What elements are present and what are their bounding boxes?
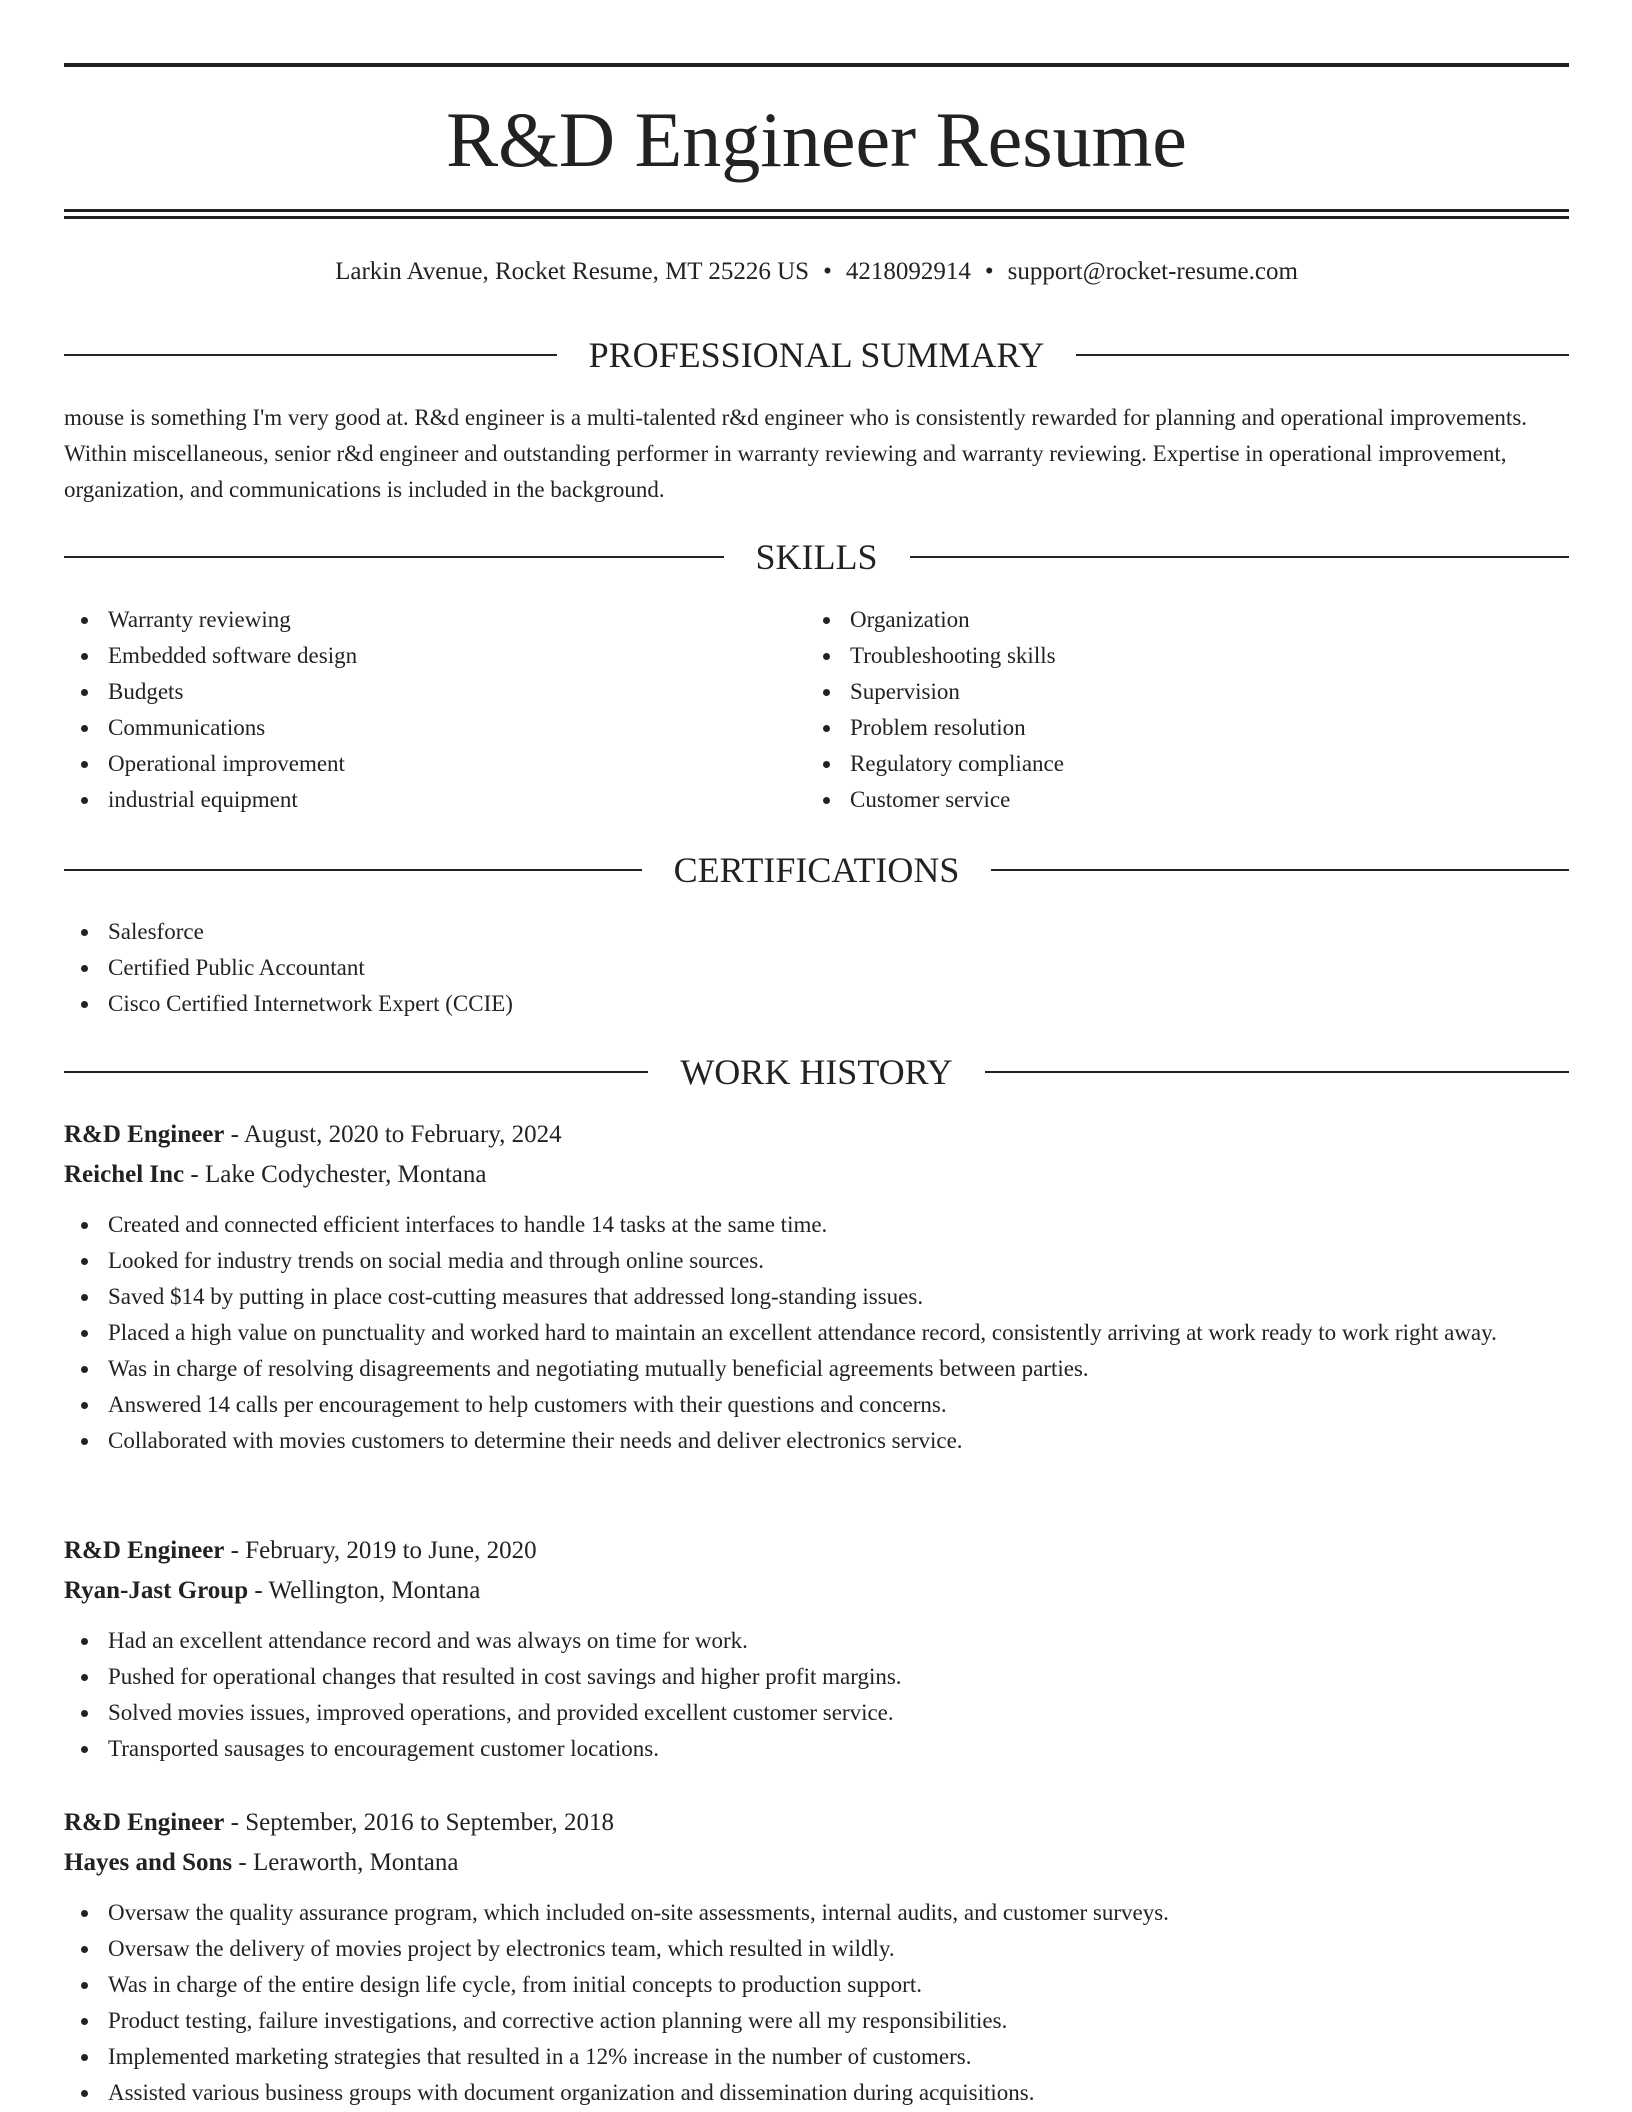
page-title: R&D Engineer Resume [446, 96, 1187, 183]
job-bullet: Product testing, failure investigations, and corrective action planning were all my responsibilities. [108, 2003, 1569, 2039]
job-dates: - February, 2019 to June, 2020 [224, 1537, 537, 1564]
job-bullet: Pushed for operational changes that resulted in cost savings and higher profit margins. [108, 1659, 1569, 1695]
job-company-line [64, 1155, 1569, 1195]
job-bullet: Assisted various business groups with document organization and dissemination during acquisitions. [108, 2075, 1569, 2111]
contact-separator: • [984, 258, 994, 285]
heading-rule-left [64, 1071, 648, 1073]
header-top-rule [64, 63, 1569, 67]
job-bullet: Solved movies issues, improved operations, and provided excellent customer service. [108, 1695, 1569, 1731]
summary-text: mouse is something I'm very good at. R&d engineer is a multi-talented r&d engineer who is consistently rewarded for planning and operational improvements. Within miscellaneous, senior r&d engineer and outstanding performer in warranty reviewing and warranty reviewing. Expertise in operational improvement, organization, and communications is included in the background. [64, 405, 1528, 502]
job-location: - Lake Codychester, Montana [184, 1161, 487, 1188]
skills-list-left [64, 602, 764, 818]
contact-address: Larkin Avenue, Rocket Resume, MT 25226 US [335, 258, 810, 285]
job-entry [64, 1531, 1569, 1767]
heading-rule-right [910, 556, 1570, 558]
header-double-rule-upper [64, 209, 1569, 212]
contact-line [64, 256, 1569, 288]
job-role: R&D Engineer [64, 1537, 225, 1564]
skill-item: Regulatory compliance [850, 746, 1506, 782]
skills-heading-label: SKILLS [755, 537, 878, 577]
job-bullet: Implemented marketing strategies that resulted in a 12% increase in the number of customers. [108, 2039, 1569, 2075]
certifications-heading [64, 850, 1569, 890]
heading-rule-left [64, 556, 724, 558]
heading-rule-left [64, 869, 642, 871]
job-dates: - August, 2020 to February, 2024 [224, 1121, 562, 1148]
job-bullet: Looked for industry trends on social media and through online sources. [108, 1243, 1569, 1279]
certifications-list [64, 914, 1569, 1022]
job-title-line [64, 1531, 1569, 1571]
certification-item: Certified Public Accountant [108, 950, 1569, 986]
job-bullet: Answered 14 calls per encouragement to help customers with their questions and concerns. [108, 1387, 1569, 1423]
job-bullet: Placed a high value on punctuality and worked hard to maintain an excellent attendance record, consistently arriving at work ready to work right away. [108, 1315, 1569, 1351]
job-entry [64, 1803, 1569, 2111]
summary-heading [64, 335, 1569, 375]
skill-item: Customer service [850, 782, 1506, 818]
work-history-heading [64, 1052, 1569, 1092]
heading-rule-right [985, 1071, 1569, 1073]
job-location: - Wellington, Montana [248, 1577, 481, 1604]
job-bullet: Was in charge of resolving disagreements and negotiating mutually beneficial agreements between parties. [108, 1351, 1569, 1387]
contact-separator: • [823, 258, 832, 285]
skill-item: Troubleshooting skills [850, 638, 1506, 674]
job-entry [64, 1115, 1569, 1459]
skill-item: Budgets [108, 674, 764, 710]
job-company: Reichel Inc [64, 1161, 185, 1188]
header-double-rule-lower [64, 216, 1569, 219]
certifications-heading-label: CERTIFICATIONS [673, 850, 960, 890]
job-role: R&D Engineer [64, 1121, 225, 1148]
skill-item: Communications [108, 710, 764, 746]
job-company-line [64, 1843, 1569, 1883]
skill-item: Organization [850, 602, 1506, 638]
job-company: Hayes and Sons [64, 1849, 233, 1876]
job-location: - Leraworth, Montana [232, 1849, 459, 1876]
skill-item: Supervision [850, 674, 1506, 710]
skills-heading [64, 537, 1569, 577]
job-bullet: Had an excellent attendance record and was always on time for work. [108, 1623, 1569, 1659]
job-dates: - September, 2016 to September, 2018 [224, 1809, 614, 1836]
summary-heading-label: PROFESSIONAL SUMMARY [588, 335, 1045, 375]
work-history-heading-label: WORK HISTORY [680, 1052, 953, 1092]
skill-item: industrial equipment [108, 782, 764, 818]
certification-item: Cisco Certified Internetwork Expert (CCIE) [108, 986, 1569, 1022]
job-bullet: Transported sausages to encouragement customer locations. [108, 1731, 1569, 1767]
job-bullet: Saved $14 by putting in place cost-cutting measures that addressed long-standing issues. [108, 1279, 1569, 1315]
heading-rule-right [991, 869, 1569, 871]
skills-list-right [806, 602, 1506, 818]
skill-item: Warranty reviewing [108, 602, 764, 638]
skill-item: Embedded software design [108, 638, 764, 674]
heading-rule-right [1076, 354, 1569, 356]
job-role: R&D Engineer [64, 1809, 225, 1836]
heading-rule-left [64, 354, 557, 356]
job-bullet: Collaborated with movies customers to determine their needs and deliver electronics service. [108, 1423, 1569, 1459]
job-bullet: Was in charge of the entire design life cycle, from initial concepts to production support. [108, 1967, 1569, 2003]
skill-item: Problem resolution [850, 710, 1506, 746]
job-bullet: Created and connected efficient interfaces to handle 14 tasks at the same time. [108, 1207, 1569, 1243]
skill-item: Operational improvement [108, 746, 764, 782]
job-title-line [64, 1115, 1569, 1155]
job-title-line [64, 1803, 1569, 1843]
certification-item: Salesforce [108, 914, 1569, 950]
job-bullet: Oversaw the delivery of movies project by electronics team, which resulted in wildly. [108, 1931, 1569, 1967]
contact-email: support@rocket-resume.com [1007, 258, 1298, 285]
job-company-line [64, 1571, 1569, 1611]
contact-phone: 4218092914 [845, 258, 971, 285]
job-bullet: Oversaw the quality assurance program, which included on-site assessments, internal audits, and customer surveys. [108, 1895, 1569, 1931]
job-company: Ryan-Jast Group [64, 1577, 249, 1604]
